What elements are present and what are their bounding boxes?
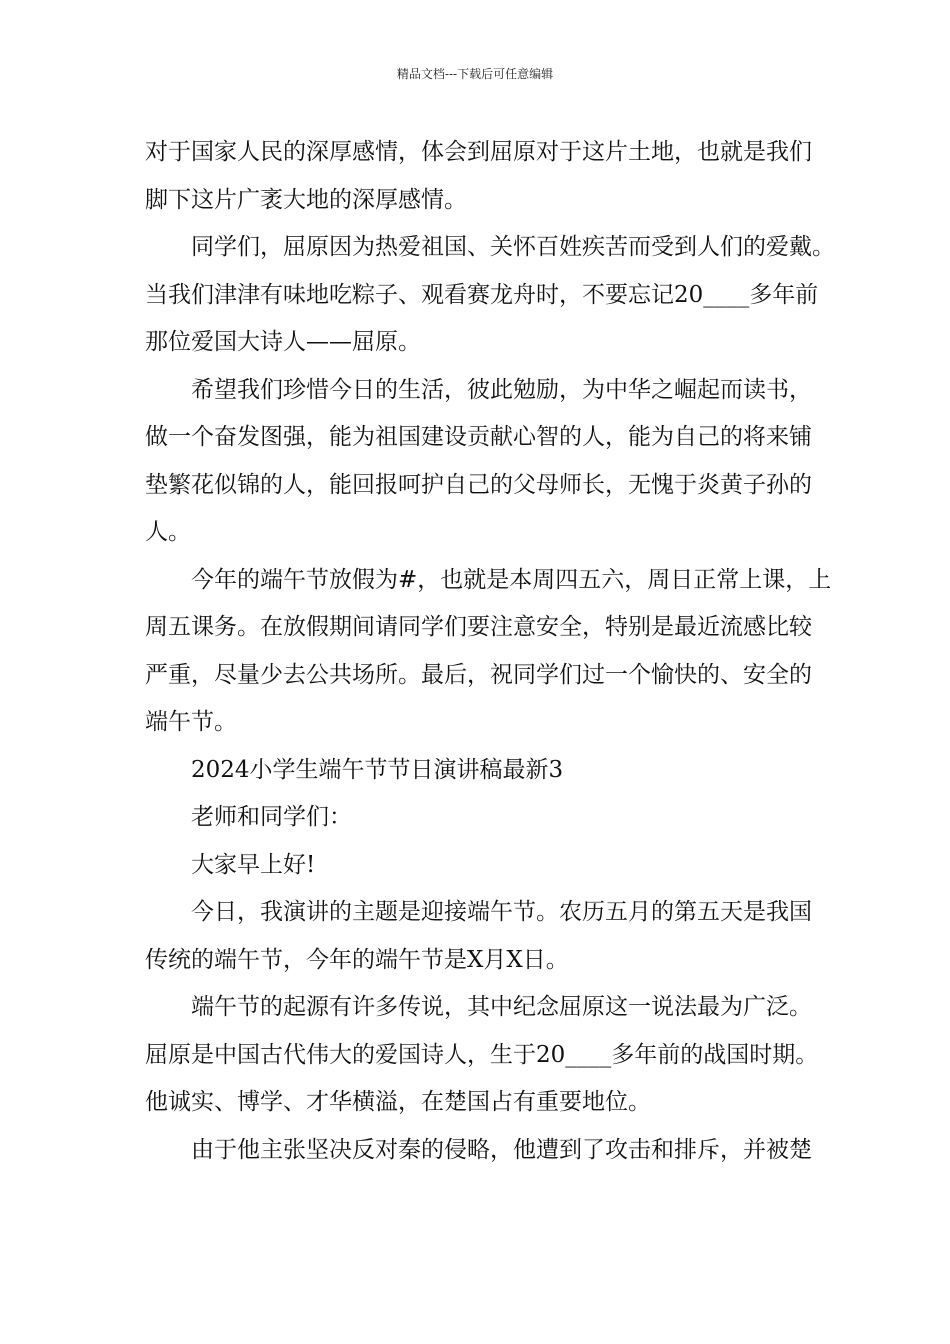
page-header: 精品文档---下载后可任意编辑 xyxy=(396,67,554,81)
text-line: 那位爱国大诗人——屈原。 xyxy=(145,329,421,355)
text-line: 端午节。 xyxy=(145,709,237,735)
text-line: 传统的端午节，今年的端午节是X月X日。 xyxy=(145,946,569,973)
text-line: 他诚实、博学、才华横溢，在楚国占有重要地位。 xyxy=(145,1089,651,1115)
text-line: 今年的端午节放假为#，也就是本周四五六，周日正常上课，上 xyxy=(191,566,832,593)
text-line: 大家早上好! xyxy=(191,851,316,878)
text-line: 2024小学生端午节节日演讲稿最新3 xyxy=(191,756,564,783)
text-line: 端午节的起源有许多传说，其中纪念屈原这一说法最为广泛。 xyxy=(191,994,812,1020)
text-line: 做一个奋发图强，能为祖国建设贡献心智的人，能为自己的将来铺 xyxy=(145,424,812,450)
text-line: 希望我们珍惜今日的生活，彼此勉励，为中华之崛起而读书， xyxy=(191,376,812,403)
text-line: 当我们津津有味地吃粽子、观看赛龙舟时，不要忘记20____多年前 xyxy=(145,281,819,308)
text-line: 屈原是中国古代伟大的爱国诗人，生于20____多年前的战国时期。 xyxy=(145,1041,819,1068)
text-line: 周五课务。在放假期间请同学们要注意安全，特别是最近流感比较 xyxy=(145,614,812,640)
text-line: 垫繁花似锦的人，能回报呵护自己的父母师长，无愧于炎黄子孙的 xyxy=(145,471,812,498)
text-line: 同学们，屈原因为热爱祖国、关怀百姓疾苦而受到人们的爱戴。 xyxy=(191,234,835,260)
text-line: 人。 xyxy=(145,519,191,545)
text-line: 今日，我演讲的主题是迎接端午节。农历五月的第五天是我国 xyxy=(191,899,812,925)
text-line: 由于他主张坚决反对秦的侵略，他遭到了攻击和排斥，并被楚 xyxy=(191,1136,812,1163)
text-line: 对于国家人民的深厚感情，体会到屈原对于这片土地，也就是我们 xyxy=(145,139,812,165)
text-line: 严重，尽量少去公共场所。最后，祝同学们过一个愉快的、安全的 xyxy=(145,661,812,688)
document-body xyxy=(145,129,835,1174)
text-line: 老师和同学们： xyxy=(191,804,352,830)
text-line: 脚下这片广袤大地的深厚感情。 xyxy=(145,186,467,213)
